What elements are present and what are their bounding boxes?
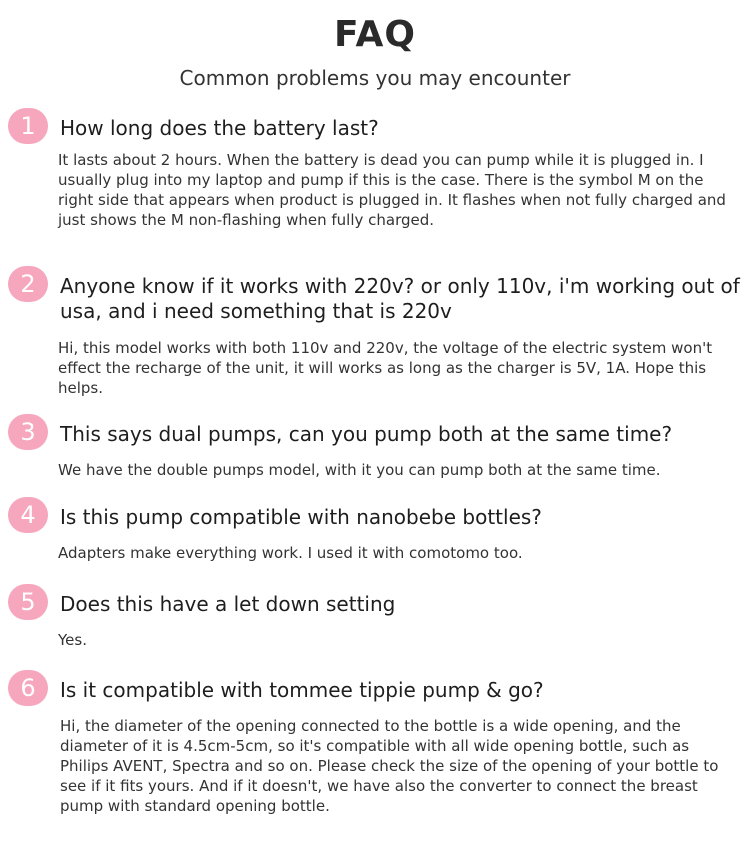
faq-question: How long does the battery last? bbox=[60, 116, 379, 140]
number-badge: 4 bbox=[8, 497, 48, 533]
faq-question: Does this have a let down setting bbox=[60, 592, 396, 616]
faq-question: Anyone know if it works with 220v? or only 110v, i'm working out of usa, and i need something that is 220v bbox=[60, 274, 740, 323]
number-badge: 3 bbox=[8, 414, 48, 450]
number-badge: 2 bbox=[8, 266, 48, 302]
faq-answer: We have the double pumps model, with it you can pump both at the same time. bbox=[58, 461, 661, 479]
faq-answer: Hi, the diameter of the opening connected to the bottle is a wide opening, and the diameter of it is 4.5cm-5cm, so it's compatible with all wide opening bottle, such as Philips AVENT, Spectra and so on. Please check the size of the opening of your bottle to see if it fits yours. And if it doesn't, we have also the converter to connect the breast pump with standard opening bottle. bbox=[60, 717, 719, 815]
page-subtitle: Common problems you may encounter bbox=[179, 66, 571, 90]
faq-question: Is it compatible with tommee tippie pump & go? bbox=[60, 678, 544, 702]
page-title: FAQ bbox=[334, 14, 416, 55]
faq-answer: Hi, this model works with both 110v and 220v, the voltage of the electric system won't effect the recharge of the unit, it will works as long as the charger is 5V, 1A. Hope this helps. bbox=[58, 339, 713, 397]
number-badge: 5 bbox=[8, 584, 48, 620]
number-badge: 1 bbox=[8, 108, 48, 144]
number-badge: 6 bbox=[8, 670, 48, 706]
faq-question: This says dual pumps, can you pump both at the same time? bbox=[60, 422, 673, 446]
faq-answer: Adapters make everything work. I used it with comotomo too. bbox=[58, 544, 523, 562]
faq-answer: Yes. bbox=[58, 631, 87, 649]
faq-question: Is this pump compatible with nanobebe bottles? bbox=[60, 505, 542, 529]
faq-answer: It lasts about 2 hours. When the battery is dead you can pump while it is plugged in. I usually plug into my laptop and pump if this is the case. There is the symbol M on the right side that appears when product is plugged in. It flashes when not fully charged and just shows the M non-flashing when fully charged. bbox=[58, 151, 726, 229]
